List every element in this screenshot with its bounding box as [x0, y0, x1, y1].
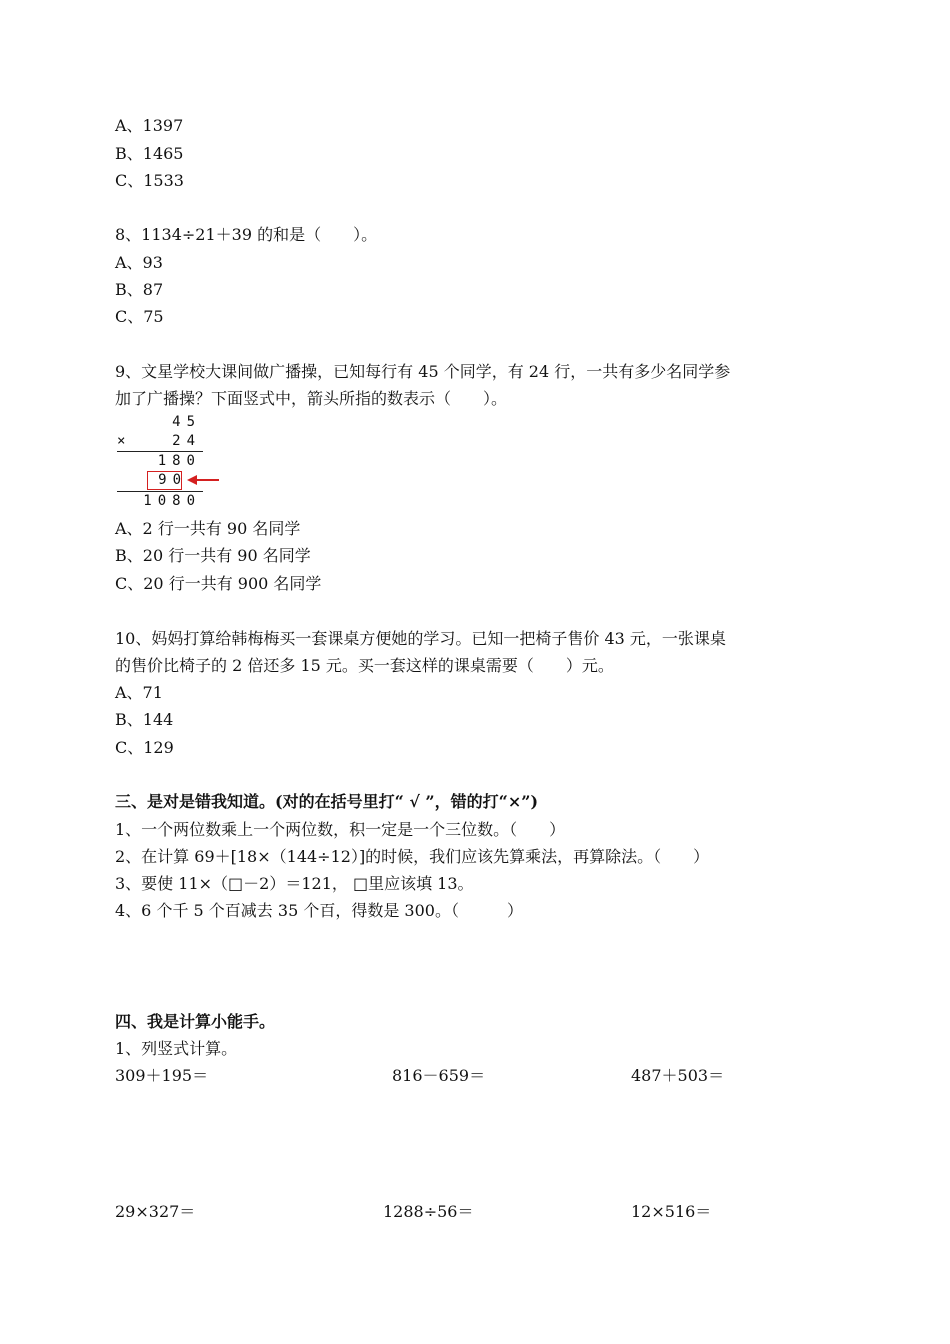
calc-6: 12×516＝ [631, 1202, 712, 1221]
rule-line-1 [117, 451, 203, 452]
q9-option-b: B、20 行一共有 90 名同学 [115, 546, 311, 565]
q10-option-c: C、129 [115, 738, 174, 757]
q9-stem-line1: 9、文星学校大课间做广播操，已知每行有 45 个同学，有 24 行，一共有多少名同学参 [115, 362, 731, 381]
q8-option-b: B、87 [115, 280, 164, 299]
red-arrow-icon [187, 473, 221, 487]
multiply-operator: × [117, 433, 126, 449]
multiplicand: 45 [172, 414, 201, 430]
section3-item-4: 4、6 个千 5 个百减去 35 个百，得数是 300。（ ） [115, 901, 523, 920]
q10-option-b: B、144 [115, 710, 174, 729]
q9-option-a: A、2 行一共有 90 名同学 [115, 519, 301, 538]
section3-title: 三、是对是错我知道。(对的在括号里打“ √ ”，错的打“×”) [115, 792, 539, 811]
calc-2: 816－659＝ [392, 1066, 486, 1085]
q8-option-a: A、93 [115, 253, 163, 272]
highlight-box [147, 471, 182, 490]
rule-line-2 [117, 491, 203, 492]
multiplier: 24 [172, 433, 201, 449]
q7-option-a: A、1397 [115, 116, 184, 135]
q7-option-b: B、1465 [115, 144, 184, 163]
calc-5: 1288÷56＝ [383, 1202, 474, 1221]
q9-option-c: C、20 行一共有 900 名同学 [115, 574, 322, 593]
q10-option-a: A、71 [115, 683, 163, 702]
partial-product-2: 90 [158, 472, 187, 488]
section3-item-2: 2、在计算 69＋[18×（144÷12）]的时候，我们应该先算乘法，再算除法。（ ） [115, 847, 710, 866]
section4-subtitle: 1、列竖式计算。 [115, 1039, 238, 1058]
vertical-multiplication [113, 412, 223, 512]
calc-4: 29×327＝ [115, 1202, 196, 1221]
calc-1: 309＋195＝ [115, 1066, 209, 1085]
q7-option-c: C、1533 [115, 171, 184, 190]
partial-product-1: 180 [157, 453, 201, 469]
q10-stem-line2: 的售价比椅子的 2 倍还多 15 元。买一套这样的课桌需要（ ）元。 [115, 656, 614, 675]
q8-option-c: C、75 [115, 307, 164, 326]
calc-3: 487＋503＝ [631, 1066, 725, 1085]
section3-item-1: 1、一个两位数乘上一个两位数，积一定是一个三位数。（ ） [115, 820, 566, 839]
q9-stem-line2: 加了广播操？下面竖式中，箭头所指的数表示（ ）。 [115, 389, 508, 408]
q10-stem-line1: 10、妈妈打算给韩梅梅买一套课桌方便她的学习。已知一把椅子售价 43 元，一张课桌 [115, 629, 726, 648]
section4-title: 四、我是计算小能手。 [115, 1012, 276, 1031]
q8-stem: 8、1134÷21＋39 的和是（ ）。 [115, 225, 378, 244]
final-product: 1080 [143, 493, 201, 509]
section3-item-3: 3、要使 11×（□－2）＝121， □里应该填 13。 [115, 874, 474, 893]
